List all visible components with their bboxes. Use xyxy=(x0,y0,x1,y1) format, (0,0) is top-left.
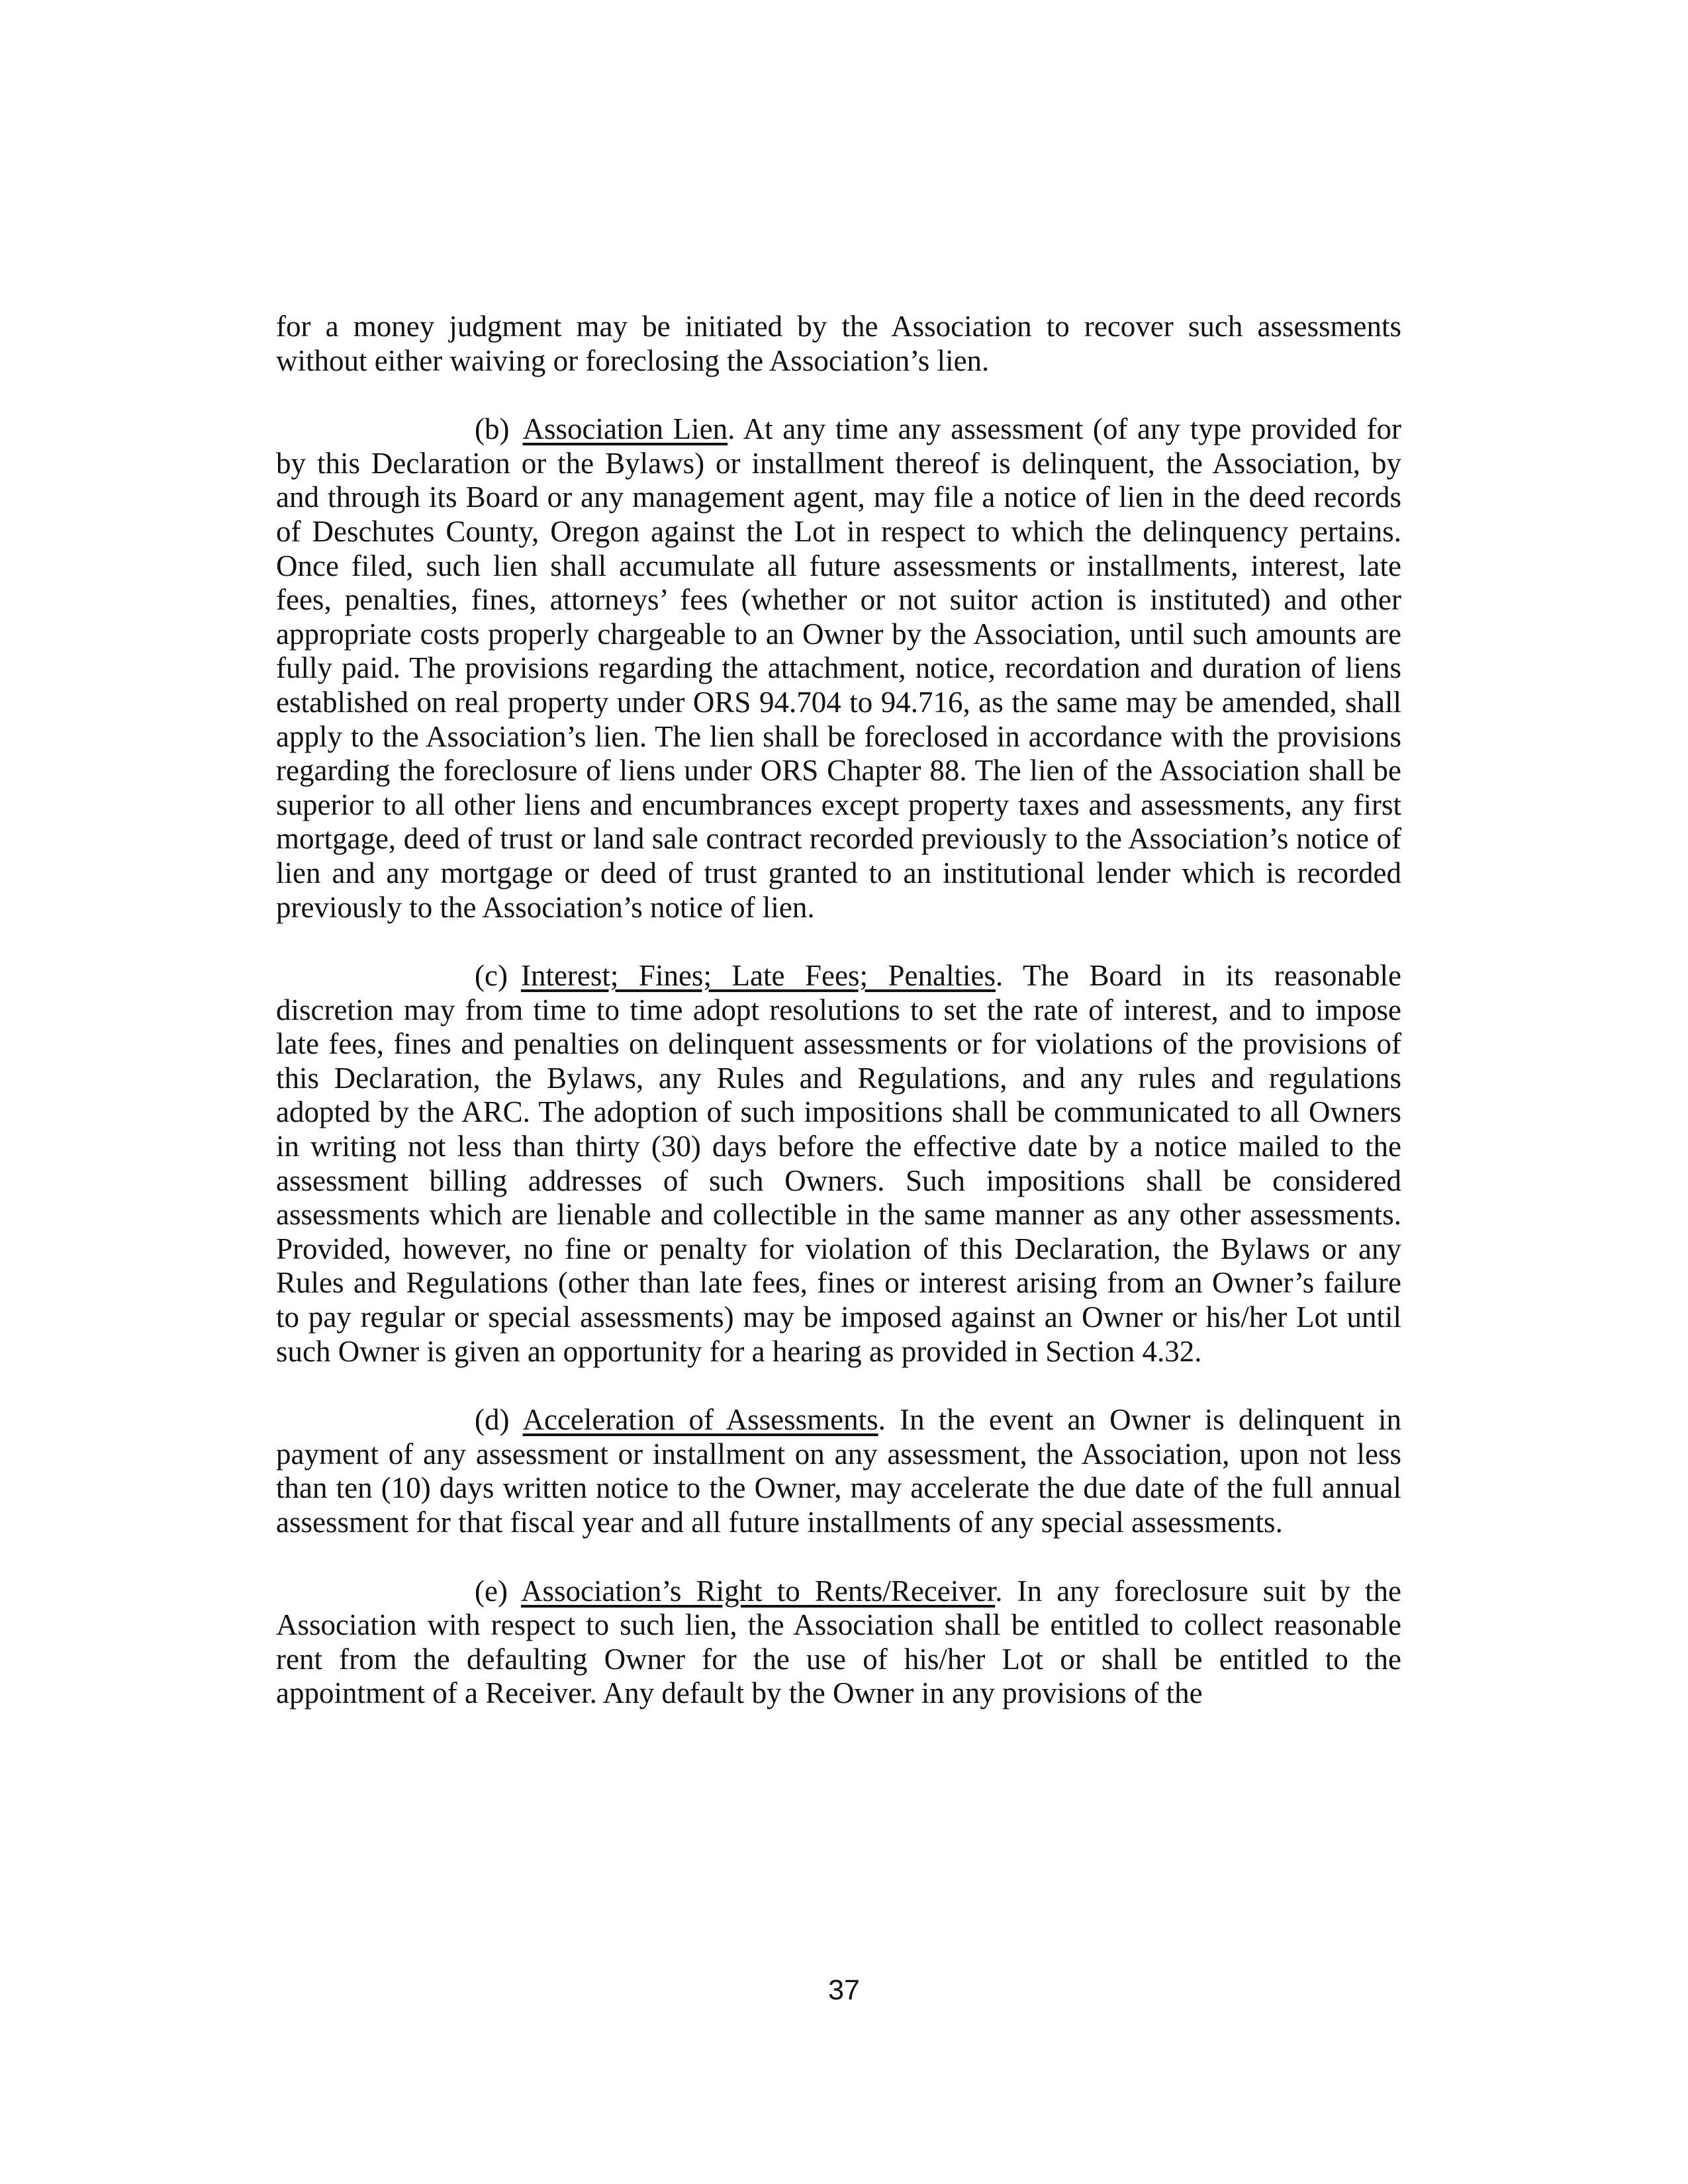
section-e-body: In any foreclosure suit by the Association with respect to such lien, the Association shall be entitled to collect reasonable rent from the defaulting Owner for the use of his/her Lot or shall be entitled to the appointment of a Receiver. Any default by the Owner in any provisions of the xyxy=(276,1574,1402,1710)
section-d-body: In the event an Owner is delinquent in payment of any assessment or installment on any assessment, the Association, upon not less than ten (10) days written notice to the Owner, may accelerate the due date of the full annual assessment for that fiscal year and all future installments of any special assessments. xyxy=(276,1403,1402,1539)
section-e-paragraph xyxy=(276,1574,1401,1711)
section-e-heading-period: . xyxy=(995,1574,1003,1608)
section-b-body: At any time any assessment (of any type provided for by this Declaration or the Bylaws) or installment thereof is delinquent, the Association, by and through its Board or any management agent, may file a notice of lien in the deed records of Deschutes County, Oregon against the Lot in respect to which the delinquency pertains. Once filed, such lien shall accumulate all future assessments or installments, interest, late fees, penalties, fines, attorneys’ fees (whether or not suitor action is instituted) and other appropriate costs properly chargeable to an Owner by the Association, until such amounts are fully paid. The provisions regarding the attachment, notice, recordation and duration of liens established on real property under ORS 94.704 to 94.716, as the same may be amended, shall apply to the Association’s lien. The lien shall be foreclosed in accordance with the provisions regarding the foreclosure of liens under ORS Chapter 88. The lien of the Association shall be superior to all other liens and encumbrances except property taxes and assessments, any first mortgage, deed of trust or land sale contract recorded previously to the Association’s notice of lien and any mortgage or deed of trust granted to an institutional lender which is recorded previously to the Association’s notice of lien. xyxy=(276,412,1401,924)
continuation-paragraph: for a money judgment may be initiated by the Association to recover such assessments without either waiving or foreclosing the Association’s lien. xyxy=(276,310,1401,377)
section-e-label: (e) xyxy=(475,1574,508,1608)
section-b-label: (b) xyxy=(475,412,510,446)
section-c-paragraph xyxy=(276,959,1401,1369)
section-b-heading-period: . xyxy=(727,412,735,446)
page-number: 37 xyxy=(828,1974,860,2006)
section-d-paragraph xyxy=(276,1403,1401,1539)
section-b-paragraph xyxy=(276,412,1401,925)
section-d-heading-period: . xyxy=(878,1403,886,1437)
section-c-label: (c) xyxy=(475,959,508,993)
section-b-heading: Association Lien xyxy=(522,412,728,446)
document-body xyxy=(276,310,1401,1745)
section-d-heading: Acceleration of Assessments xyxy=(522,1403,878,1437)
section-c-heading: Interest; Fines; Late Fees; Penalties xyxy=(520,959,996,993)
section-c-body: The Board in its reasonable discretion may from time to time adopt resolutions to set the rate of interest, and to impose late fees, fines and penalties on delinquent assessments or for violations of the provisions of this Declaration, the Bylaws, any Rules and Regulations, and any rules and regulations adopted by the ARC. The adoption of such impositions shall be communicated to all Owners in writing not less than thirty (30) days before the effective date by a notice mailed to the assessment billing addresses of such Owners. Such impositions shall be considered assessments which are lienable and collectible in the same manner as any other assessments. Provided, however, no fine or penalty for violation of this Declaration, the Bylaws or any Rules and Regulations (other than late fees, fines or interest arising from an Owner’s failure to pay regular or special assessments) may be imposed against an Owner or his/her Lot until such Owner is given an opportunity for a hearing as provided in Section 4.32. xyxy=(276,959,1401,1368)
section-c-heading-period: . xyxy=(995,959,1004,993)
section-d-label: (d) xyxy=(475,1403,510,1437)
section-e-heading: Association’s Right to Rents/Receiver xyxy=(520,1574,996,1608)
